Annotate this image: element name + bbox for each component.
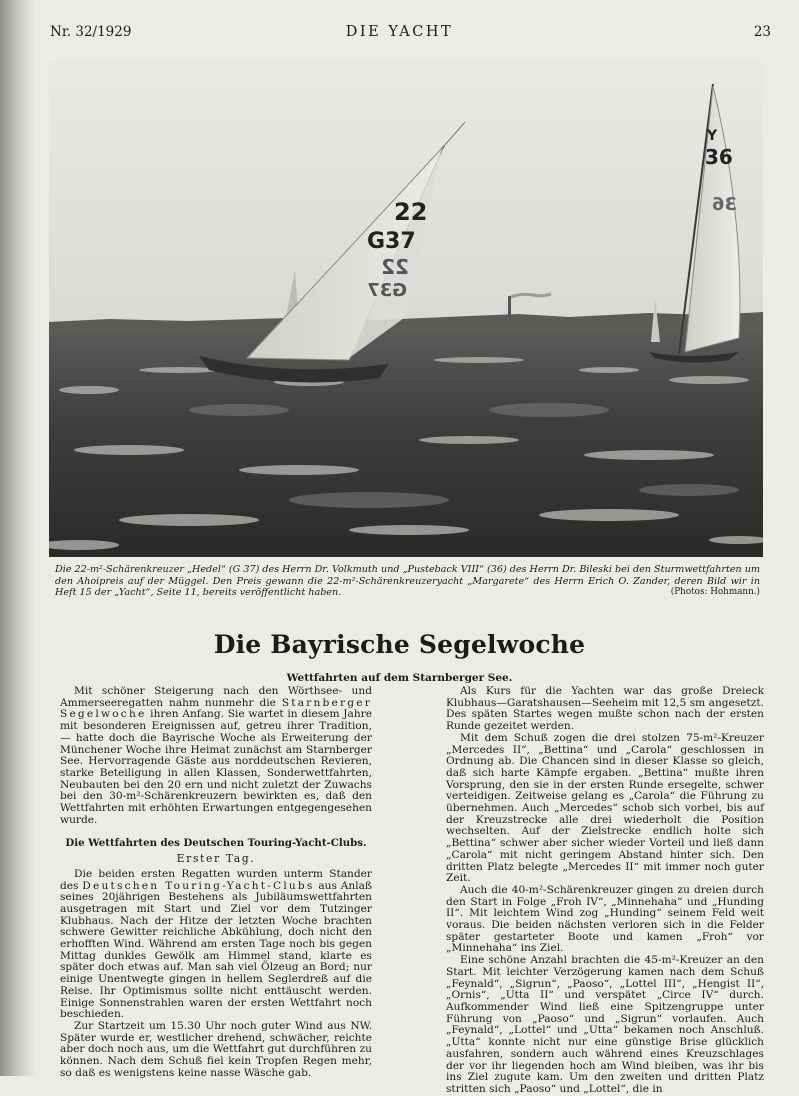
paragraph: Zur Startzeit um 15.30 Uhr noch guter Wind aus NW. Später wurde er, westlicher drehend, schwächer, reichte aber doch noch aus, um die Wettfahrt gut durchführen zu können. Nach dem Schuß fiel kein Tropfen Regen mehr, so daß es wenigstens keine nasse Wäsche gab.: [60, 1019, 372, 1079]
sail-number-22-mirror: 22: [381, 255, 409, 279]
paragraph: Auch die 40-m²-Schärenkreuzer gingen zu dreien durch den Start in Folge „Froh IV“, „Minnehaha“ und „Hunding II“. Mit leichtem Wind zog „Hunding“ seinem Feld weit voraus. Die beiden nächsten verloren sich in die Felder später gestarteter Boote und kamen „Froh“ vor „Minnehaha“ ins Ziel.: [446, 883, 764, 955]
article-title: Die Bayrische Segelwoche: [213, 630, 586, 659]
sail-number-36-mirror: 36: [711, 194, 737, 215]
photo-credit: (Photos: Hohmann.): [670, 587, 760, 598]
day-heading: Erster Tag.: [176, 852, 256, 866]
sail-number-g37-mirror: G37: [367, 280, 407, 301]
article-column-right: [446, 686, 764, 1096]
sail-number-22: 22: [394, 198, 428, 226]
page-gutter-shadow: [0, 0, 36, 1076]
caption-text: Die 22-m²-Schärenkreuzer „Hedel“ (G 37) des Herrn Dr. Volkmuth und „Pusteback VIII“ (36) des Herrn Dr. Bileski bei den Sturmwettfahrten um den Ahoipreis auf der Müggel. Den Preis gewann die 22-m²-Schärenkreuzeryacht „Margarete“ des Herrn Erich O. Zander, deren Bild wir in Heft 15 der „Yacht“, Seite 11, bereits veröffentlicht haben.: [55, 564, 760, 599]
photo-caption: [55, 564, 760, 599]
chimney: [508, 296, 511, 318]
page-number: 23: [753, 24, 771, 40]
paragraph: Als Kurs für die Yachten war das große Dreieck Klubhaus—Garatshausen—Seeheim mit 12,5 sm angesetzt. Des späten Startes wegen mußte schon nach der ersten Runde gezeitet werden.: [446, 685, 764, 733]
article-subtitle: Wettfahrten auf dem Starnberger See.: [286, 672, 513, 684]
magazine-title: DIE YACHT: [345, 24, 454, 40]
paragraph: Die beiden ersten Regatten wurden unterm Stander des Deutschen Touring-Yacht-Clubs aus Anlaß seines 20jährigen Bestehens als Jubiläumswettfahrten ausgetragen mit Start und Ziel vor dem Tutzinger Klubhaus. Nach der Hitze der letzten Woche brachten schwere Gewitter reichliche Abkühlung, doch nicht den erhofften Wind. Während am ersten Tage noch bis gegen Mittag dunkles Gewölk am Himmel stand, klarte es später doch etwas auf. Man sah viel Ölzeug an Bord; nur einige Unentwegte gingen in hellem Seglerdreß auf die Reise. Ihr Optimismus sollte nicht enttäuscht werden. Einige Sonnenstrahlen waren der ersten Wettfahrt noch beschieden.: [60, 867, 372, 1021]
sail-number-g37: G37: [367, 229, 416, 254]
sailing-photo: [49, 60, 763, 557]
sail-number-36: 36: [705, 145, 733, 169]
article-column-left: [60, 686, 372, 1080]
sail-letter-y: Y: [707, 128, 718, 144]
paragraph: Mit dem Schuß zogen die drei stolzen 75-m²-Kreuzer „Mercedes II“, „Bettina“ und „Carola“ geschlossen in Ordnung ab. Die Chancen sind in dieser Klasse so gleich, daß sich harte Kämpfe ergaben. „Bettina“ mußte ihren Vorsprung, den sie in der ersten Runde ersegelte, schwer verteidigen. Zeitweise gelang es „Carola“ die Führung zu übernehmen. Auch „Mercedes“ schob sich vorbei, bis auf der Kreuzstrecke alle drei wiederholt die Position wechselten. Auf der Zielstrecke endlich holte sich „Bettina“ schwer aber sicher wieder Vorteil und ließ dann „Carola“ mit nicht geringem Abstand hinter sich. Den dritten Platz belegte „Mercedes II“ mit immer noch guter Zeit.: [446, 731, 764, 885]
section-heading: Die Wettfahrten des Deutschen Touring-Yacht-Clubs.: [65, 837, 367, 850]
paragraph: Eine schöne Anzahl brachten die 45-m²-Kreuzer an den Start. Mit leichter Verzögerung kamen nach dem Schuß „Feynald“, „Sigrun“, „Paoso“, „Lottel III“, „Hengist II“, „Ornis“, „Utta II“ und verspätet „Circe IV“ durch. Aufkommender Wind ließ eine Spitzengruppe unter Führung von „Paoso“ und „Sigrun“ vorlaufen. Auch „Feynald“, „Lottel“ und „Utta“ bekamen noch Anschluß. „Utta“ konnte nicht nur eine günstige Brise glücklich ausfahren, sondern auch während eines Kreuzschlages der vor ihr liegenden hoch am Wind bleiben, was ihr bis ins Ziel zugute kam. Um den zweiten und dritten Platz stritten sich „Paoso“ und „Lottel“, die in: [446, 954, 764, 1095]
issue-number: Nr. 32/1929: [50, 24, 132, 40]
paragraph: Mit schöner Steigerung nach den Wörthsee- und Ammerseeregatten nahm nunmehr die Starnberger Segelwoche ihren Anfang. Sie wartet in diesem Jahre mit besonderen Ereignissen auf, getreu ihrer Tradition, — hatte doch die Bayrische Woche als Erweiterung der Münchener Woche ihre Heimat zunächst am Starnberger See. Hervorragende Gäste aus norddeutschen Revieren, starke Beteiligung in allen Klassen, Sonderwettfahrten, Neubauten bei den 20 ern und nicht zuletzt der Zuwachs bei den 30-m²-Schärenkreuzern bewirkten es, daß den Wettfahrten mit erhöhten Erwartungen entgegengesehen wurde.: [60, 685, 372, 826]
